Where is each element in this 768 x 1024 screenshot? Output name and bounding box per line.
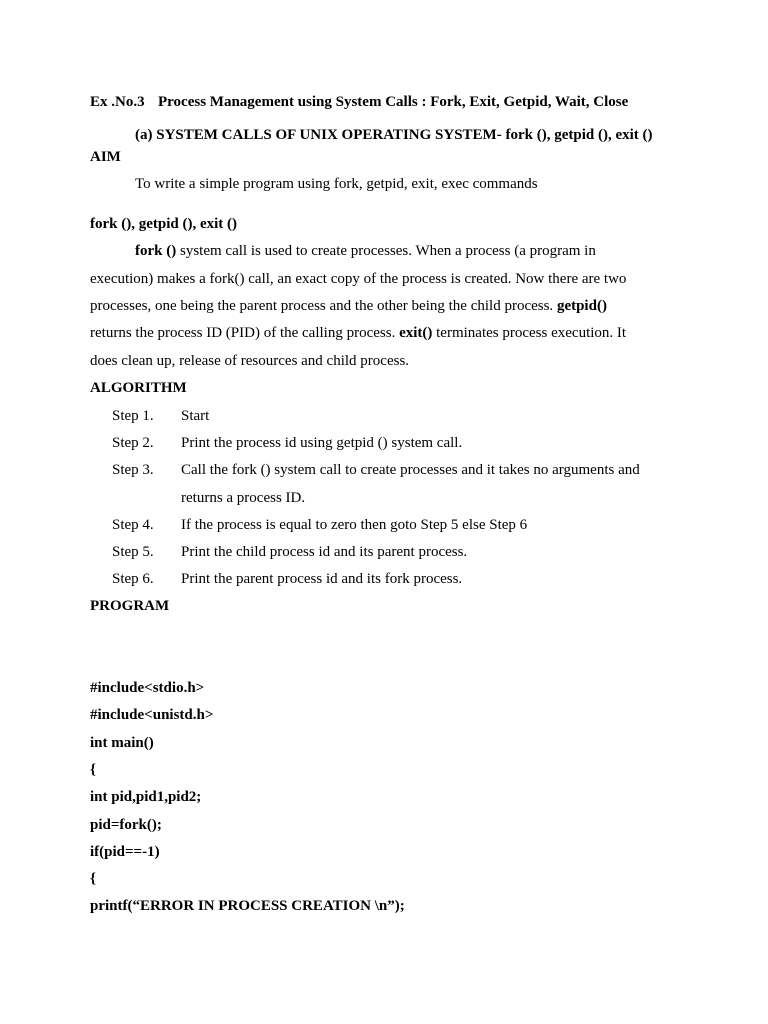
program-heading: PROGRAM	[90, 598, 170, 614]
exercise-number: Ex .No.3	[90, 94, 145, 110]
code-line: int main()	[90, 735, 154, 751]
description-line-5: does clean up, release of resources and child process.	[90, 353, 410, 369]
code-line: {	[90, 871, 96, 887]
algorithm-heading: ALGORITHM	[90, 380, 187, 396]
step-text: Print the child process id and its parent process.	[181, 544, 468, 560]
description-line-4-rest: terminates process execution. It	[432, 325, 627, 341]
code-line: #include<stdio.h>	[90, 680, 205, 696]
getpid-term: getpid()	[556, 298, 607, 314]
step-text: Call the fork () system call to create processes and it takes no arguments and	[181, 462, 640, 478]
aim-heading: AIM	[90, 149, 121, 165]
description-line-1-text: system call is used to create processes. When a process (a program in	[176, 243, 596, 259]
code-line: printf(“ERROR IN PROCESS CREATION \n”);	[90, 898, 405, 914]
step-label: Step 5.	[112, 544, 154, 560]
step-label: Step 2.	[112, 435, 154, 451]
description-line-4-text: returns the process ID (PID) of the calling process.	[90, 325, 400, 341]
step-text: Print the parent process id and its fork process.	[181, 571, 463, 587]
step-text-continuation: returns a process ID.	[181, 490, 306, 506]
aim-text: To write a simple program using fork, getpid, exit, exec commands	[135, 176, 538, 192]
fork-term: fork ()	[135, 243, 177, 259]
exit-term: exit()	[399, 325, 433, 341]
step-label: Step 3.	[112, 462, 154, 478]
code-line: int pid,pid1,pid2;	[90, 789, 202, 805]
syscalls-heading: fork (), getpid (), exit ()	[90, 216, 238, 232]
section-subtitle: (a) SYSTEM CALLS OF UNIX OPERATING SYSTEM- fork (), getpid (), exit ()	[135, 127, 653, 143]
code-line: {	[90, 762, 96, 778]
step-text: Print the process id using getpid () system call.	[181, 435, 463, 451]
description-line-4	[90, 323, 690, 343]
step-text: Start	[181, 408, 210, 424]
step-label: Step 6.	[112, 571, 154, 587]
step-label: Step 4.	[112, 517, 154, 533]
code-line: if(pid==-1)	[90, 844, 160, 860]
step-label: Step 1.	[112, 408, 154, 424]
description-line-2: execution) makes a fork() call, an exact copy of the process is created. Now there are two	[90, 271, 627, 287]
description-line-1	[90, 241, 690, 261]
code-line: pid=fork();	[90, 817, 162, 833]
description-line-3	[90, 296, 690, 316]
code-line: #include<unistd.h>	[90, 707, 214, 723]
description-line-3-text: processes, one being the parent process and the other being the child process.	[90, 298, 557, 314]
step-text: If the process is equal to zero then goto Step 5 else Step 6	[181, 517, 528, 533]
exercise-title: Process Management using System Calls : Fork, Exit, Getpid, Wait, Close	[158, 94, 629, 110]
